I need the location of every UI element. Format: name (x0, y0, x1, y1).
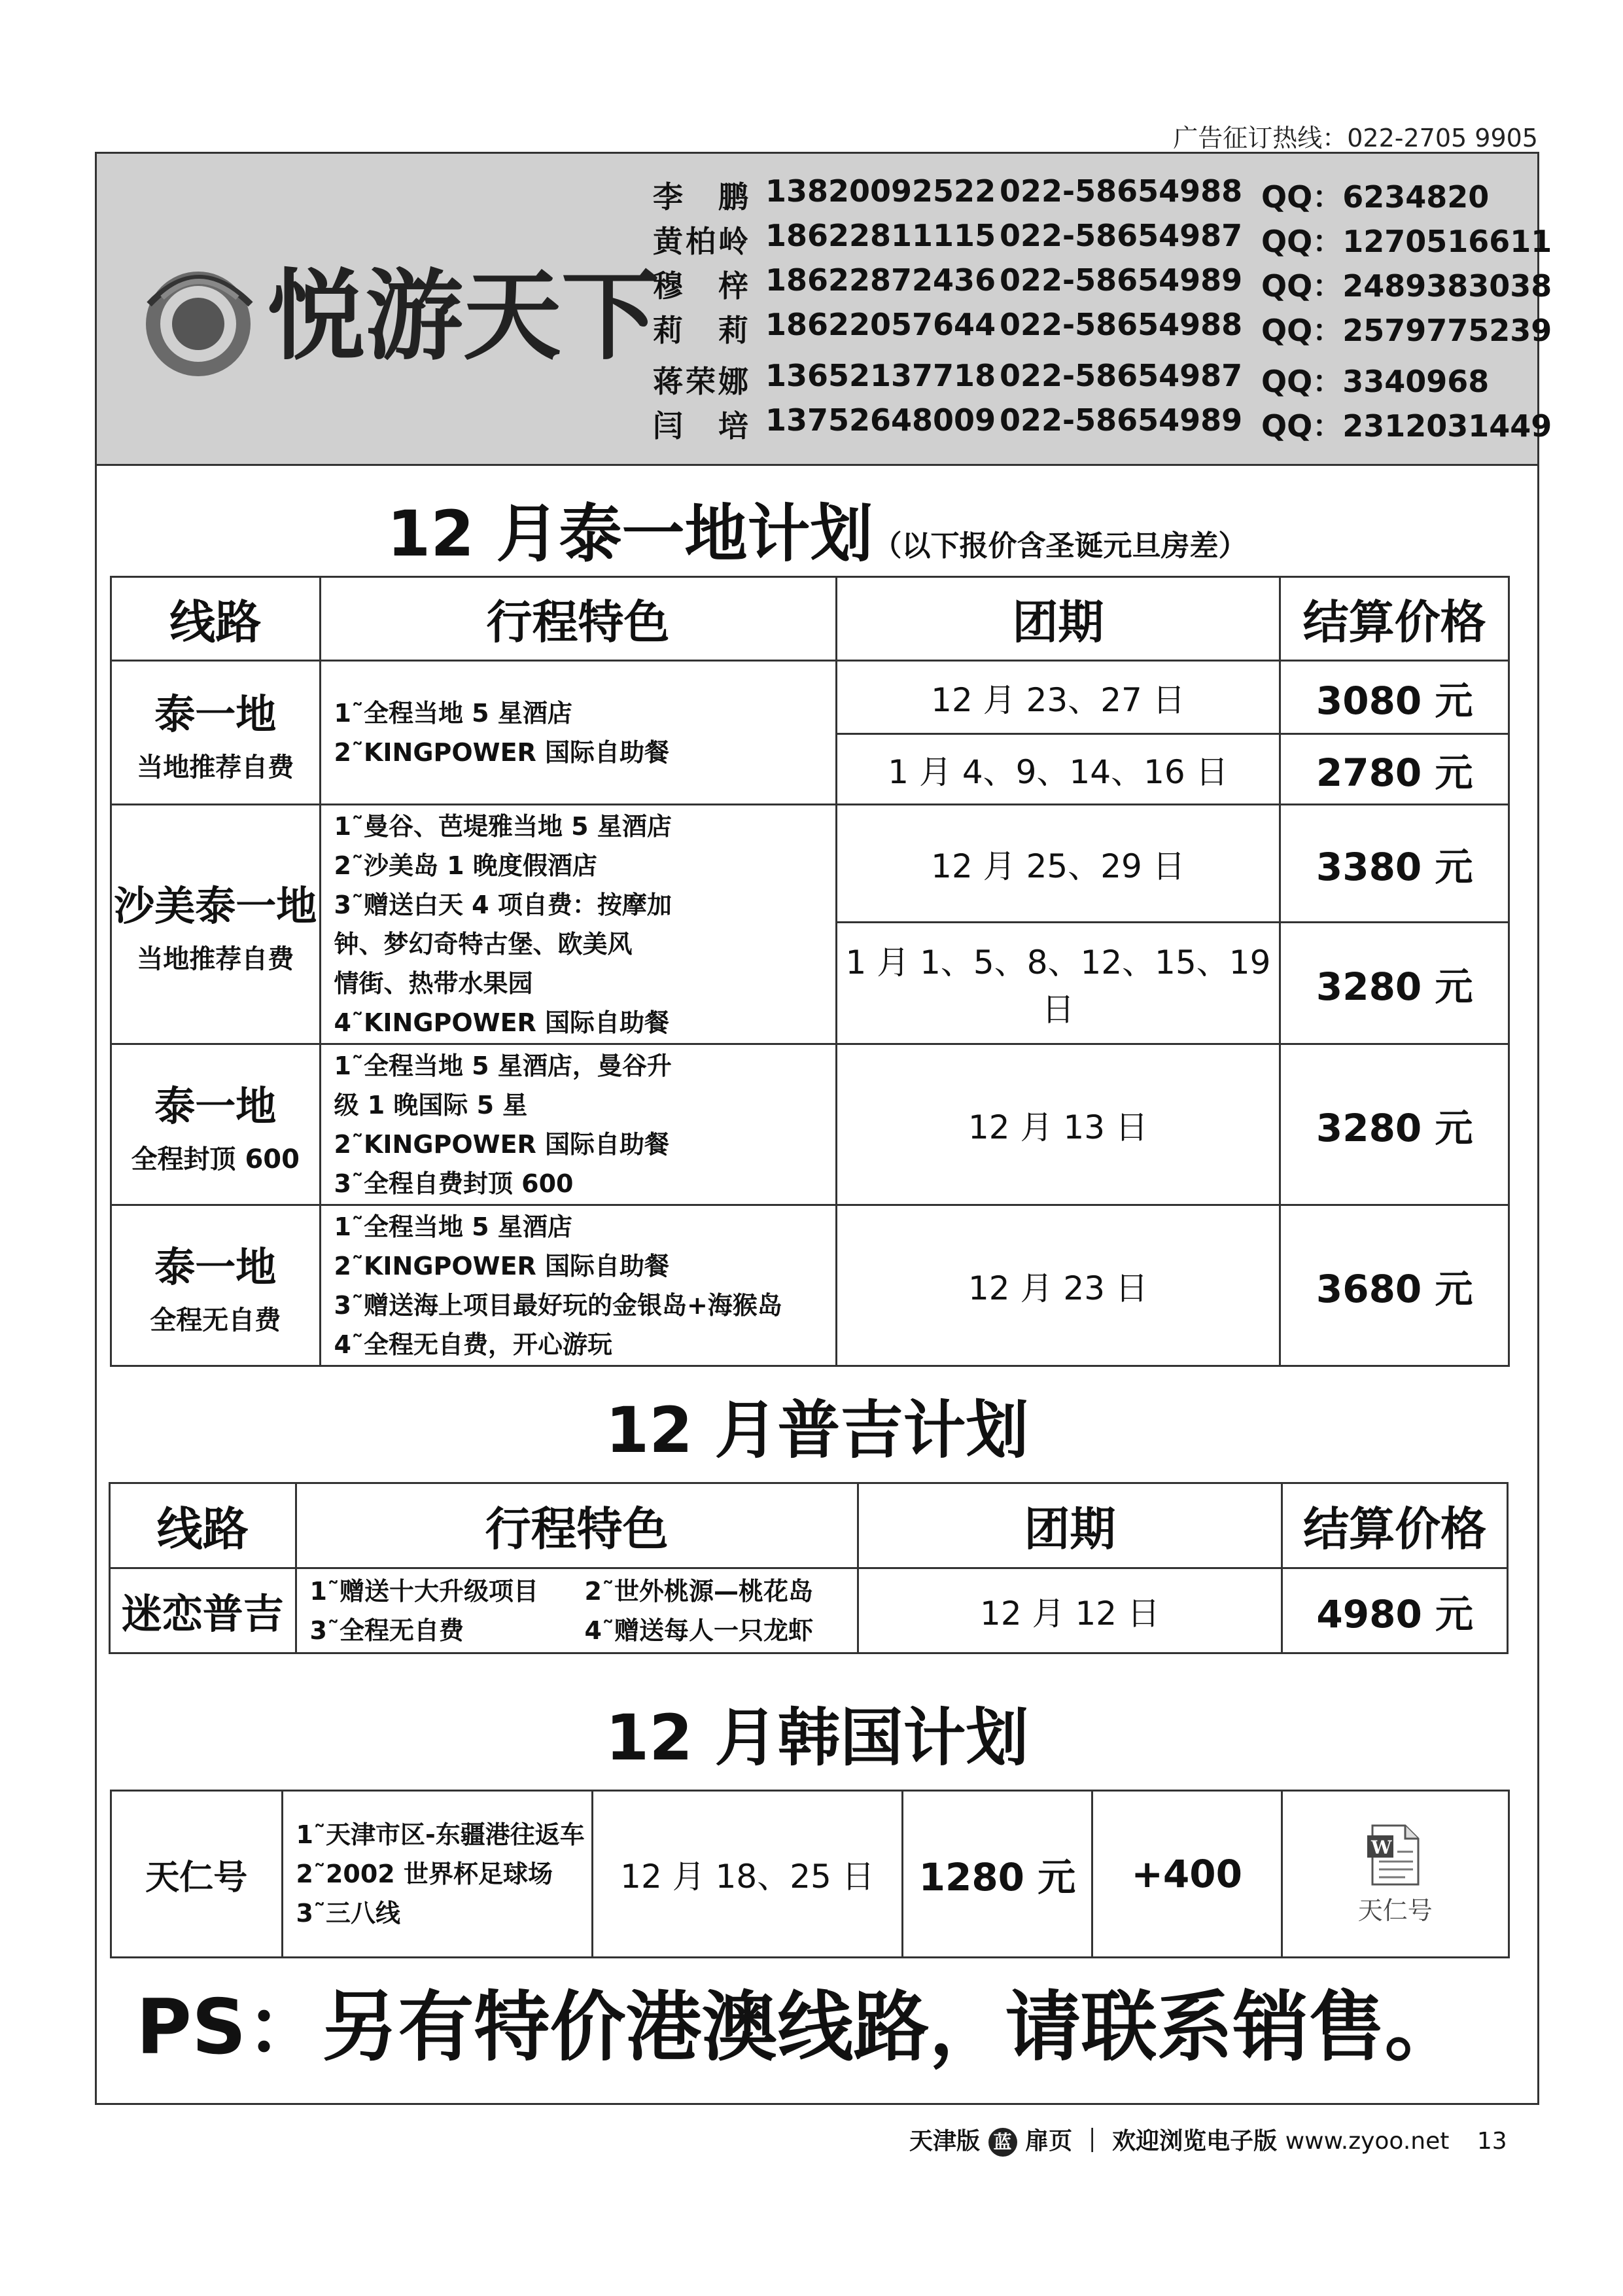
thailand-title (97, 484, 1537, 574)
features-cell (320, 1205, 836, 1366)
feature-item: 1˜全程当地 5 星酒店 (334, 1212, 572, 1241)
ad-hotline: 广告征订热线：022-2705 9905 (1173, 124, 1538, 152)
feature-item: 1˜曼谷、芭堤雅当地 5 星酒店 (334, 811, 672, 841)
feature-item: 2˜2002 世界杯足球场 (296, 1860, 553, 1888)
contact-name: 穆 梓 (653, 268, 751, 304)
header-route: 线路 (111, 577, 321, 661)
feature-item: 2˜沙美岛 1 晚度假酒店 (334, 851, 597, 880)
page-footer (909, 2123, 1507, 2157)
contact-name: 闫 培 (653, 408, 751, 444)
contact-mobile: 13652137718 (765, 358, 996, 393)
contact-phone: 022-58654988 (1000, 307, 1243, 342)
thailand-title-text: 12 月泰一地计划 (387, 497, 873, 571)
ps-note: PS：另有特价港澳线路，请联系销售。 (136, 1983, 1461, 2072)
features-cell (320, 661, 836, 805)
route-sub: 全程封顶 600 (131, 1144, 300, 1174)
header-route: 线路 (110, 1483, 296, 1568)
svg-text:W: W (1370, 1836, 1392, 1858)
route-name: 迷恋普吉 (121, 1590, 284, 1638)
header-dates: 团期 (836, 577, 1280, 661)
feature-item: 3˜三八线 (296, 1899, 400, 1928)
table-row (110, 1568, 1508, 1653)
route-name: 泰一地 (154, 690, 277, 738)
contact-qq: QQ：2489383038 (1261, 268, 1552, 304)
contact-phone: 022-58654989 (1000, 262, 1243, 298)
route-name: 沙美泰一地 (114, 881, 317, 930)
feature-item: 1˜赠送十大升级项目 (309, 1576, 538, 1606)
contact-name: 李 鹏 (653, 179, 751, 215)
route-sub: 当地推荐自费 (137, 752, 294, 783)
price-cell: 3680 元 (1280, 1205, 1509, 1366)
table-row (111, 805, 1509, 923)
price-cell: 3380 元 (1280, 805, 1509, 923)
table-row (111, 1044, 1509, 1205)
brand-logo (136, 226, 672, 396)
feature-item: 2˜世外桃源—桃花岛 (584, 1576, 813, 1606)
date-cell: 1 月 4、9、14、16 日 (836, 734, 1280, 805)
contact-qq: QQ：6234820 (1261, 179, 1490, 215)
feature-item: 1˜天津市区-东疆港往返车 (296, 1820, 585, 1849)
route-sub: 当地推荐自费 (137, 944, 294, 974)
price-cell: 3280 元 (1280, 1044, 1509, 1205)
attachment-label[interactable]: 天仁号 (1357, 1896, 1433, 1925)
feature-item: 2˜KINGPOWER 国际自助餐 (334, 737, 670, 767)
contact-phone: 022-58654989 (1000, 402, 1243, 438)
feature-item: 3˜赠送海上项目最好玩的金银岛+海猴岛 (334, 1290, 782, 1320)
feature-item: 4˜赠送每人一只龙虾 (584, 1616, 813, 1645)
contact-qq: QQ：1270516611 (1261, 224, 1552, 259)
footer-edition: 天津版 (909, 2128, 981, 2155)
table-row (111, 661, 1509, 734)
date-cell: 12 月 12 日 (858, 1568, 1282, 1653)
header-price: 结算价格 (1280, 577, 1509, 661)
feature-line (310, 1611, 857, 1650)
contact-phone: 022-58654988 (1000, 173, 1243, 209)
route-sub: 全程无自费 (150, 1305, 281, 1335)
feature-line (310, 1572, 857, 1611)
contact-name: 莉 莉 (653, 313, 751, 348)
date-cell: 1 月 1、5、8、12、15、19 日 (836, 923, 1280, 1044)
header-dates: 团期 (858, 1483, 1282, 1568)
features-cell (296, 1568, 858, 1653)
route-cell (110, 1568, 296, 1653)
page-number: 13 (1476, 2128, 1507, 2155)
route-cell (111, 1044, 321, 1205)
contact-qq: QQ：3340968 (1261, 364, 1490, 399)
table-row (111, 1791, 1509, 1958)
contact-name: 黄柏岭 (653, 224, 751, 259)
korea-table (110, 1790, 1510, 1958)
contact-mobile: 18622811115 (765, 218, 996, 253)
footer-section: 扉页 ｜ 欢迎浏览电子版 (1025, 2128, 1278, 2155)
contact-phone: 022-58654987 (1000, 218, 1243, 253)
date-cell: 12 月 23、27 日 (836, 661, 1280, 734)
page-frame (95, 152, 1552, 2105)
word-document-icon[interactable] (1366, 1822, 1425, 1890)
feature-item: 4˜KINGPOWER 国际自助餐 (334, 1008, 670, 1037)
contact-mobile: 13820092522 (765, 173, 996, 209)
thailand-note: （以下报价含圣诞元旦房差） (873, 529, 1248, 563)
contact-mobile: 18622057644 (765, 307, 996, 342)
price-cell: 3080 元 (1280, 661, 1509, 734)
feature-item: 4˜全程无自费，开心游玩 (334, 1330, 612, 1359)
features-cell (282, 1791, 592, 1958)
contact-mobile: 18622872436 (765, 262, 996, 298)
extra-fee-cell: +400 (1092, 1791, 1282, 1958)
route-cell (111, 1205, 321, 1366)
price-cell: 4980 元 (1282, 1568, 1508, 1653)
price-cell: 1280 元 (903, 1791, 1092, 1958)
contact-mobile: 13752648009 (765, 402, 996, 438)
header-features: 行程特色 (320, 577, 836, 661)
date-cell: 12 月 18、25 日 (592, 1791, 902, 1958)
route-name: 泰一地 (154, 1243, 277, 1291)
contact-name: 蒋荣娜 (653, 364, 751, 399)
features-cell (320, 1044, 836, 1205)
route-cell (111, 1791, 283, 1958)
date-cell: 12 月 23 日 (836, 1205, 1280, 1366)
feature-item: 1˜全程当地 5 星酒店，曼谷升 (334, 1051, 672, 1080)
header-price: 结算价格 (1282, 1483, 1508, 1568)
contact-qq: QQ：2579775239 (1261, 313, 1552, 348)
route-name: 泰一地 (154, 1082, 277, 1130)
feature-item: 2˜KINGPOWER 国际自助餐 (334, 1251, 670, 1280)
feature-item: 3˜赠送白天 4 项自费：按摩加 (334, 890, 672, 919)
phuket-title: 12 月普吉计划 (605, 1394, 1029, 1467)
korea-title: 12 月韩国计划 (605, 1701, 1029, 1775)
feature-item: 级 1 晚国际 5 星 (334, 1090, 528, 1120)
blue-badge-icon: 蓝 (988, 2128, 1017, 2157)
brand-logo-graphic (136, 226, 672, 396)
table-header-row (111, 577, 1509, 661)
brand-logo-text: 悦游天下 (267, 260, 660, 374)
features-cell (320, 805, 836, 1044)
table-header-row (110, 1483, 1508, 1568)
feature-item: 3˜全程自费封顶 600 (334, 1169, 574, 1198)
feature-item: 情街、热带水果园 (334, 968, 533, 998)
phuket-table (109, 1482, 1509, 1654)
feature-item: 3˜全程无自费 (309, 1616, 464, 1645)
contact-phone: 022-58654987 (1000, 358, 1243, 393)
header-banner (97, 154, 1552, 466)
feature-item: 2˜KINGPOWER 国际自助餐 (334, 1129, 670, 1159)
price-cell: 3280 元 (1280, 923, 1509, 1044)
thailand-table (110, 576, 1510, 1367)
date-cell: 12 月 25、29 日 (836, 805, 1280, 923)
feature-item: 钟、梦幻奇特古堡、欧美风 (334, 929, 633, 959)
table-row (111, 1205, 1509, 1366)
route-cell (111, 661, 321, 805)
price-cell: 2780 元 (1280, 734, 1509, 805)
route-name: 天仁号 (145, 1858, 248, 1898)
feature-item: 1˜全程当地 5 星酒店 (334, 698, 572, 728)
header-features: 行程特色 (296, 1483, 858, 1568)
date-cell: 12 月 13 日 (836, 1044, 1280, 1205)
contact-qq: QQ：2312031449 (1261, 408, 1552, 444)
footer-url[interactable]: www.zyoo.net (1285, 2128, 1450, 2155)
route-cell (111, 805, 321, 1044)
attachment-cell[interactable] (1282, 1791, 1509, 1958)
